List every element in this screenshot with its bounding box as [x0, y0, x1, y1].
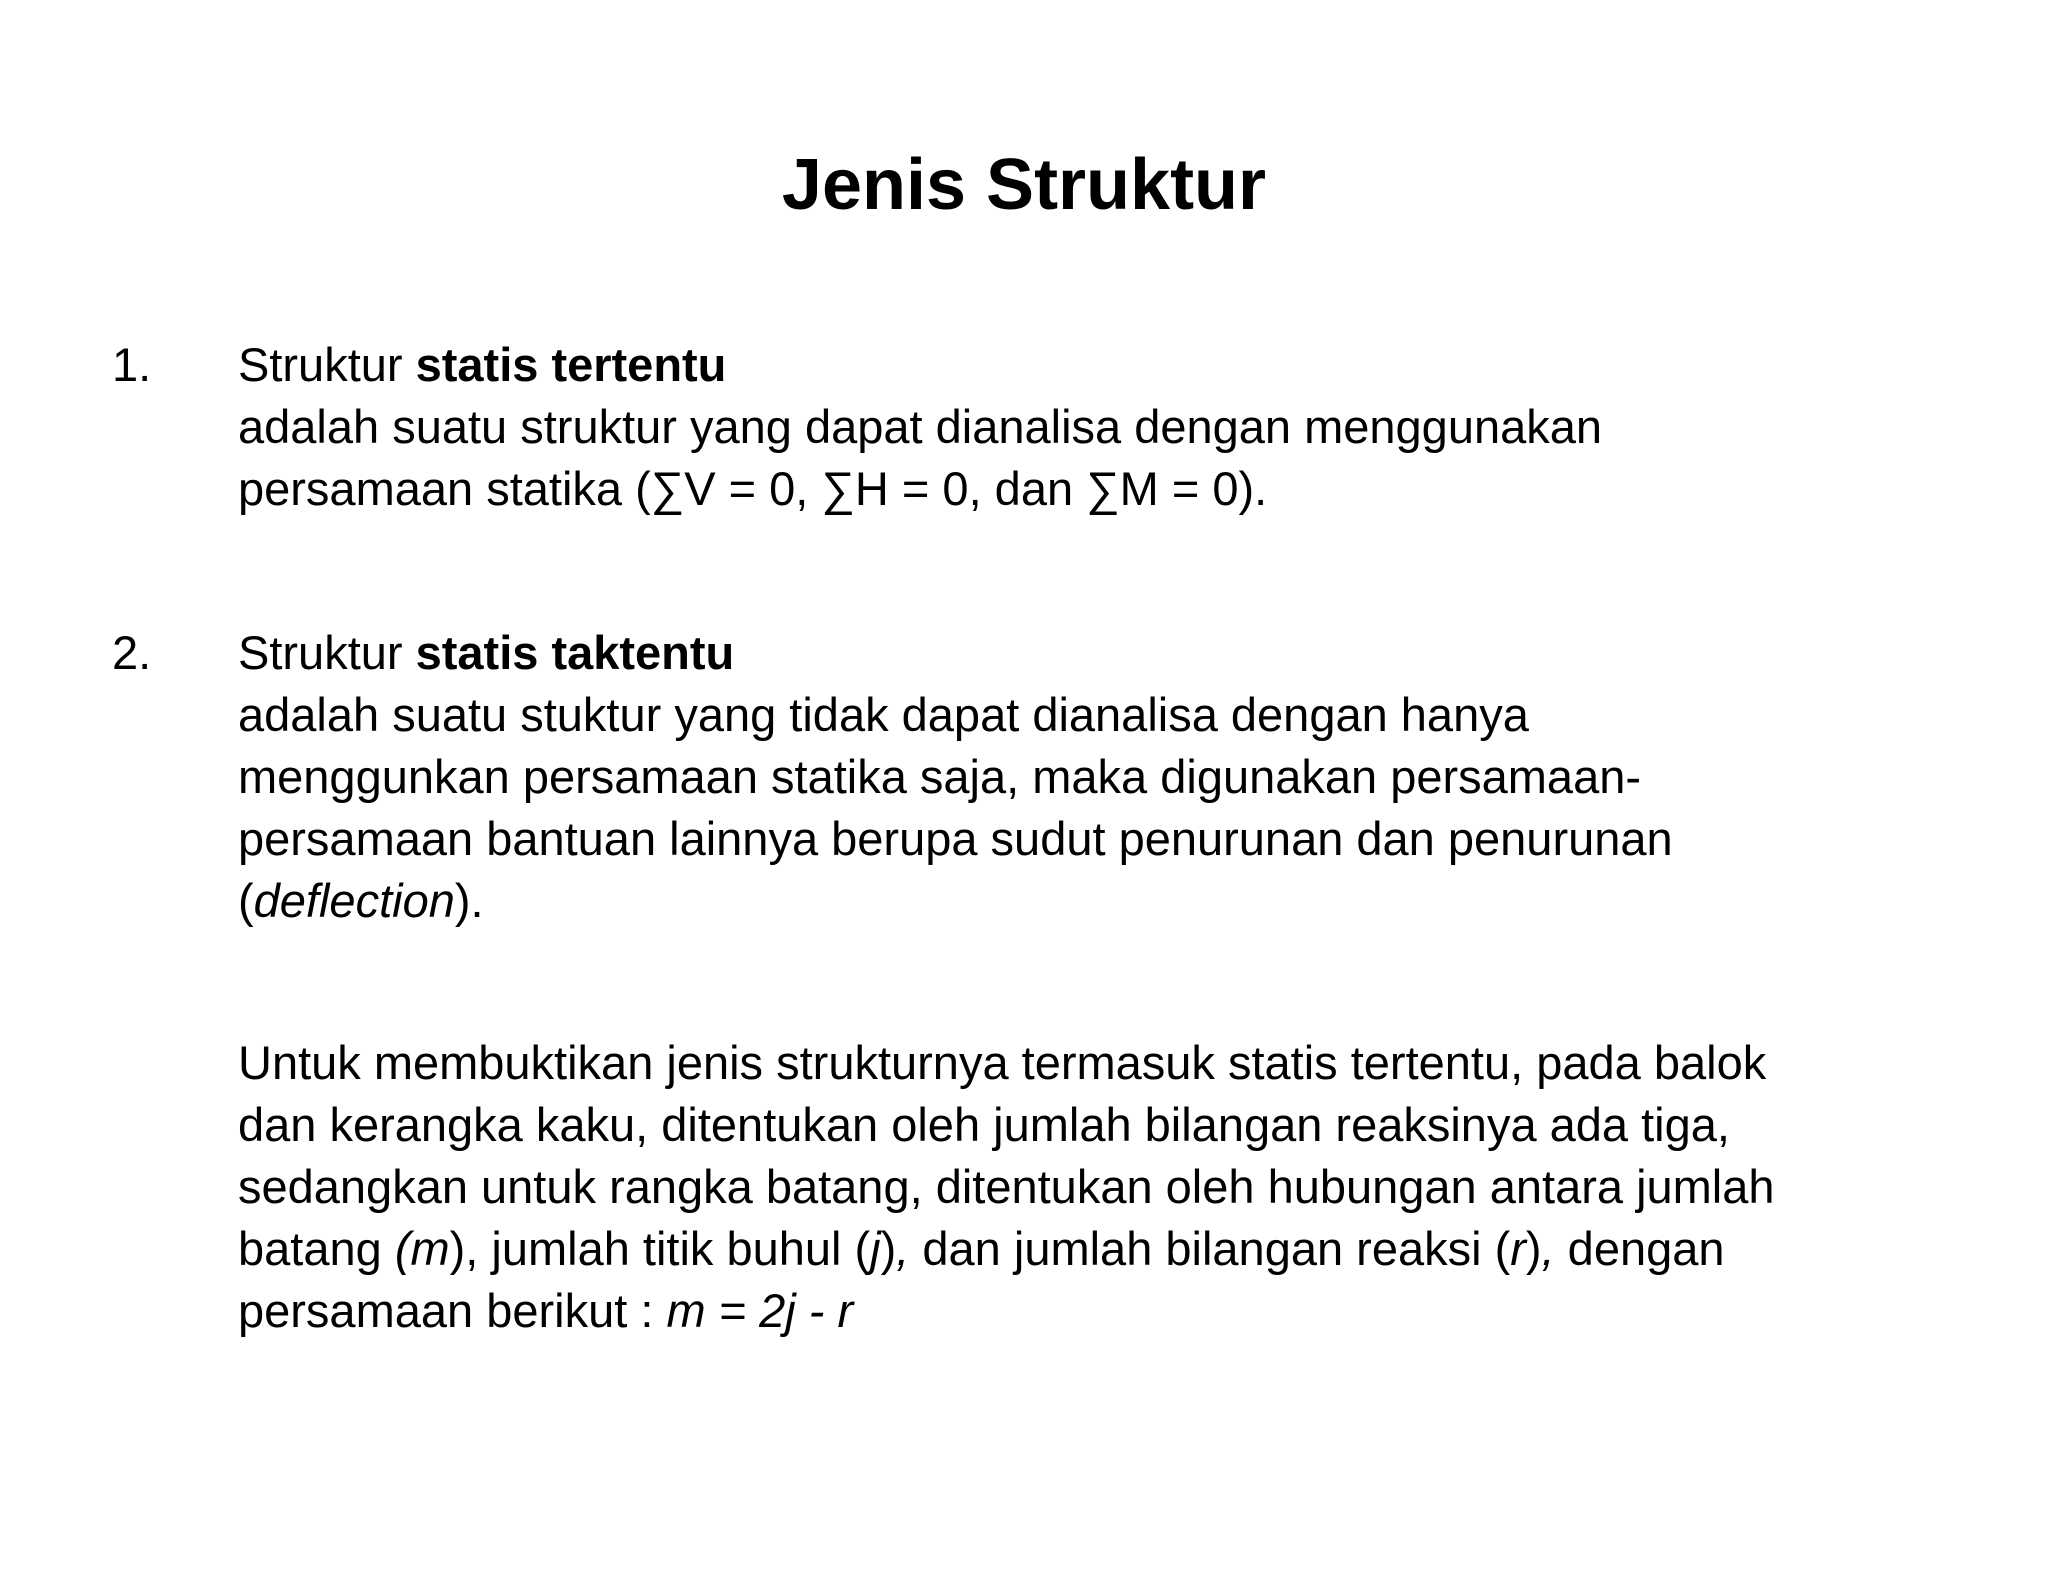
item-2-description-line-1: adalah suatu stuktur yang tidak dapat dianalisa dengan hanya	[238, 688, 1529, 741]
note-line-4	[238, 1218, 1978, 1280]
note-line-3: sedangkan untuk rangka batang, ditentukan oleh hubungan antara jumlah	[238, 1160, 1775, 1213]
note-formula: m = 2j - r	[666, 1284, 854, 1337]
item-2-heading-term: statis taktentu	[415, 626, 735, 679]
item-2-heading	[238, 622, 1978, 684]
item-1-description-line-1: adalah suatu struktur yang dapat dianalisa dengan menggunakan	[238, 400, 1603, 453]
item-1-heading-prefix: Struktur	[238, 338, 416, 391]
note-comma-2: ,	[1541, 1222, 1555, 1275]
note-line-2: dan kerangka kaku, ditentukan oleh jumlah bilangan reaksinya ada tiga,	[238, 1098, 1730, 1151]
list-number-1: 1.	[112, 338, 152, 391]
note-line-4-text-6: dengan	[1554, 1222, 1725, 1275]
item-2-deflection-term: deflection	[253, 874, 455, 927]
item-2-heading-prefix: Struktur	[238, 626, 416, 679]
note-variable-r: r	[1510, 1222, 1526, 1275]
item-2-description-line-2: menggunkan persamaan statika saja, maka digunakan persamaan-	[238, 750, 1642, 803]
note-line-5-text: persamaan berikut :	[238, 1284, 667, 1337]
note-line-4-text-5: )	[1525, 1222, 1542, 1275]
item-2-description-line-4	[238, 870, 1978, 932]
note-line-4-text-1: batang	[238, 1222, 395, 1275]
item-1-heading	[238, 334, 1978, 396]
note-line-4-text-2: ), jumlah titik buhul (	[449, 1222, 871, 1275]
note-variable-j: j	[870, 1222, 881, 1275]
note-line-1: Untuk membuktikan jenis strukturnya termasuk statis tertentu, pada balok	[238, 1036, 1767, 1089]
item-2	[238, 622, 1978, 932]
item-1-heading-term: statis tertentu	[415, 338, 727, 391]
note-line-4-text-4: dan jumlah bilangan reaksi (	[909, 1222, 1511, 1275]
note-comma-1: ,	[896, 1222, 910, 1275]
item-2-paren-close: ).	[454, 874, 484, 927]
item-1	[238, 334, 1978, 520]
note-paragraph	[238, 1032, 1978, 1342]
item-1-description-line-2: persamaan statika (∑V = 0, ∑H = 0, dan ∑M = 0).	[238, 462, 1268, 515]
item-2-paren-open: (	[238, 874, 254, 927]
slide-title: Jenis Struktur	[781, 145, 1267, 225]
item-2-description-line-3: persamaan bantuan lainnya berupa sudut penurunan dan penurunan	[238, 812, 1673, 865]
list-number-2: 2.	[112, 626, 152, 679]
note-variable-m: (m	[394, 1222, 450, 1275]
note-line-5	[238, 1280, 1978, 1342]
note-line-4-text-3: )	[880, 1222, 897, 1275]
